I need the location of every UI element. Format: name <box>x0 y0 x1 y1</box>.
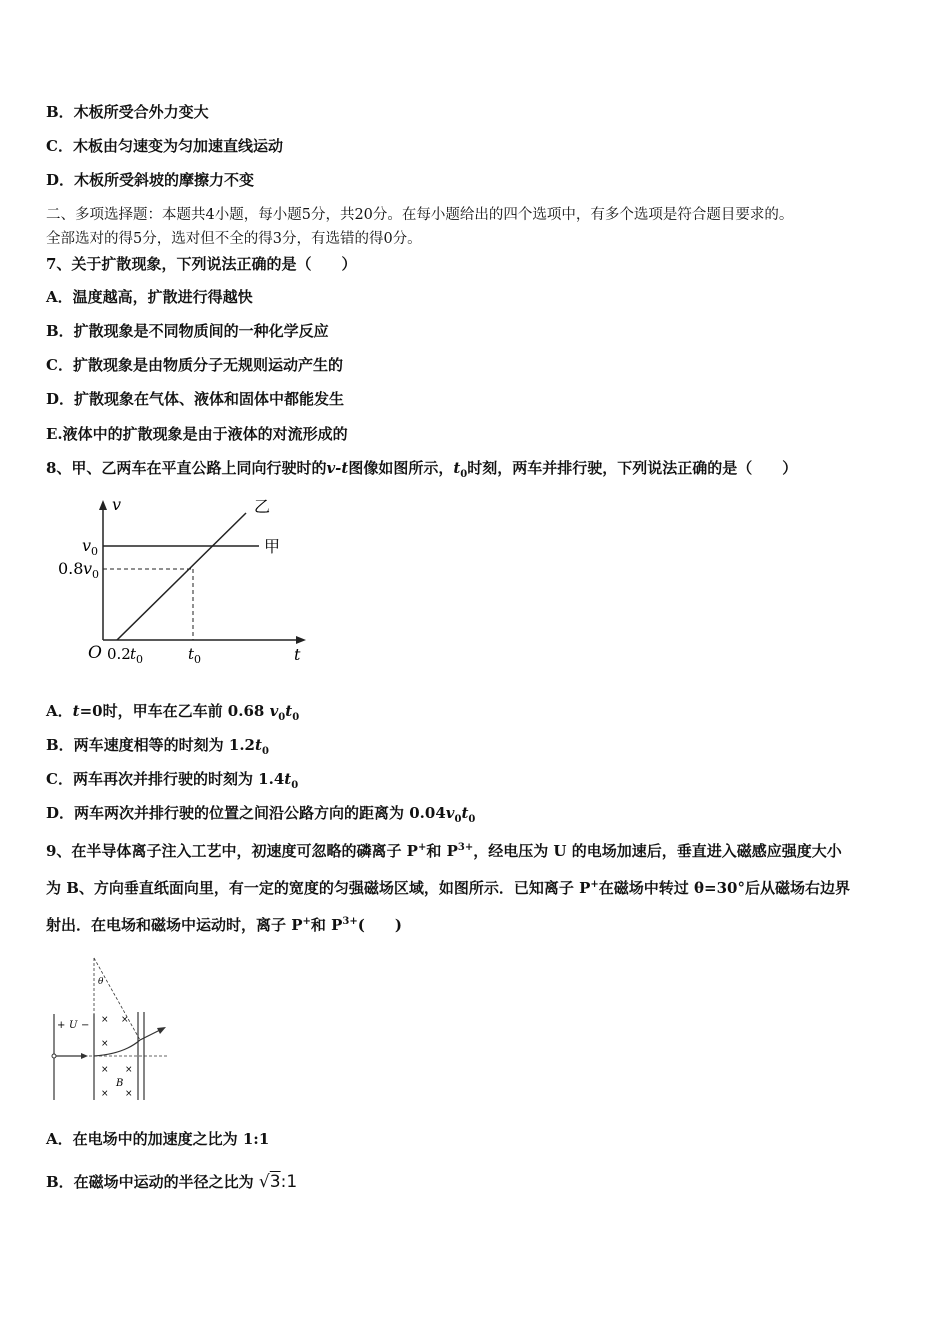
section-2-instructions-line2: 全部选对的得5分，选对但不全的得3分，有选错的得0分。 <box>46 231 422 247</box>
field-cross: × <box>101 1015 109 1025</box>
ion-source <box>52 1054 56 1058</box>
q7-option-e: E.液体中的扩散现象是由于液体的对流形成的 <box>46 425 348 443</box>
theta-label: θ <box>98 977 104 987</box>
origin-label: O <box>88 643 102 663</box>
q7-option-b: B．扩散现象是不同物质间的一种化学反应 <box>46 322 329 340</box>
q9-option-b: B．在磁场中运动的半径之比为 √3:1 <box>46 1172 298 1192</box>
u-label: U <box>69 1020 78 1031</box>
exit-arrow-icon <box>157 1027 166 1034</box>
tick-v0-sub: 0 <box>91 545 98 558</box>
field-cross: × <box>101 1065 109 1075</box>
radius-line-slanted <box>94 958 140 1040</box>
y-axis-label: v <box>112 495 122 514</box>
q8-stem: 8、甲、乙两车在平直公路上同向行驶时的v-t图像如图所示，$t_0$时刻，两车并排行驶，下列说法正确的是（ ） <box>46 459 798 480</box>
q8-option-d: D．两车两次并排行驶的位置之间沿公路方向的距离为 $0.04v_0t_0$ <box>46 804 476 825</box>
q6-option-d: D．木板所受斜坡的摩擦力不变 <box>46 171 255 189</box>
q8-option-b: B．两车速度相等的时刻为 $1.2t_0$ <box>46 736 269 757</box>
label-yi: 乙 <box>254 497 271 516</box>
tick-08v0-sub: 0 <box>92 568 99 581</box>
q9-option-a: A．在电场中的加速度之比为 1:1 <box>46 1130 270 1148</box>
q9-stem-line1: 9、在半导体离子注入工艺中，初速度可忽略的磷离子 P+和 $P^{3+}$，经电压为 U 的电场加速后，垂直进入磁感应强度大小 <box>46 842 842 860</box>
q9-stem-line3: 射出．在电场和磁场中运动时，离子 P+和 $P^{3+}$( ) <box>46 916 402 934</box>
q8-option-c: C．两车再次并排行驶的时刻为 $1.4t_0$ <box>46 770 299 791</box>
field-cross: × <box>125 1065 133 1075</box>
magnetic-field-figure <box>44 950 180 1102</box>
ion-exit-path <box>140 1030 160 1040</box>
b-label: B <box>116 1078 124 1089</box>
q9-stem-line2: 为 B、方向垂直纸面向里，有一定的宽度的匀强磁场区域，如图所示．已知离子 P+在磁场中转过 θ=30°后从磁场右边界 <box>46 879 850 897</box>
tick-t0: t <box>188 645 195 663</box>
y-axis-arrow-icon <box>99 500 107 510</box>
q6-option-c: C．木板由匀速变为匀加速直线运动 <box>46 137 283 155</box>
x-axis-arrow-icon <box>296 636 306 644</box>
tick-t0-sub: 0 <box>194 653 201 666</box>
sqrt-ratio: √3:1 <box>258 1172 298 1192</box>
series-yi-line <box>117 513 246 640</box>
tick-08v0-v: v <box>83 559 93 578</box>
x-axis-label: t <box>294 645 301 664</box>
tick-02t0-sub: 0 <box>136 653 143 666</box>
q7-stem: 7、关于扩散现象，下列说法正确的是（ ） <box>46 255 357 273</box>
field-cross: × <box>101 1089 109 1099</box>
q8-option-a: A．t=0时，甲车在乙车前 0.68 $v_0t_0$ <box>46 702 300 723</box>
field-cross: × <box>101 1039 109 1049</box>
label-jia: 甲 <box>264 537 281 556</box>
minus-label: − <box>81 1020 90 1031</box>
plus-label: + <box>57 1020 66 1031</box>
q6-option-b: B．木板所受合外力变大 <box>46 103 209 121</box>
q7-option-c: C．扩散现象是由物质分子无规则运动产生的 <box>46 356 343 374</box>
tick-02t0-num: 0.2 <box>107 645 131 663</box>
tick-02t0-t: t <box>130 645 137 663</box>
field-cross: × <box>125 1089 133 1099</box>
ion-direction-arrow-icon <box>81 1053 88 1059</box>
vt-graph <box>56 492 316 672</box>
section-2-instructions-line1: 二、多项选择题：本题共4小题，每小题5分，共20分。在每小题给出的四个选项中，有多个选项是符合题目要求的。 <box>46 207 794 223</box>
q7-option-a: A．温度越高，扩散进行得越快 <box>46 288 253 306</box>
tick-v0: v <box>82 536 92 555</box>
field-cross: × <box>121 1015 129 1025</box>
q7-option-d: D．扩散现象在气体、液体和固体中都能发生 <box>46 390 345 408</box>
tick-08v0-num: 0.8 <box>58 559 84 578</box>
